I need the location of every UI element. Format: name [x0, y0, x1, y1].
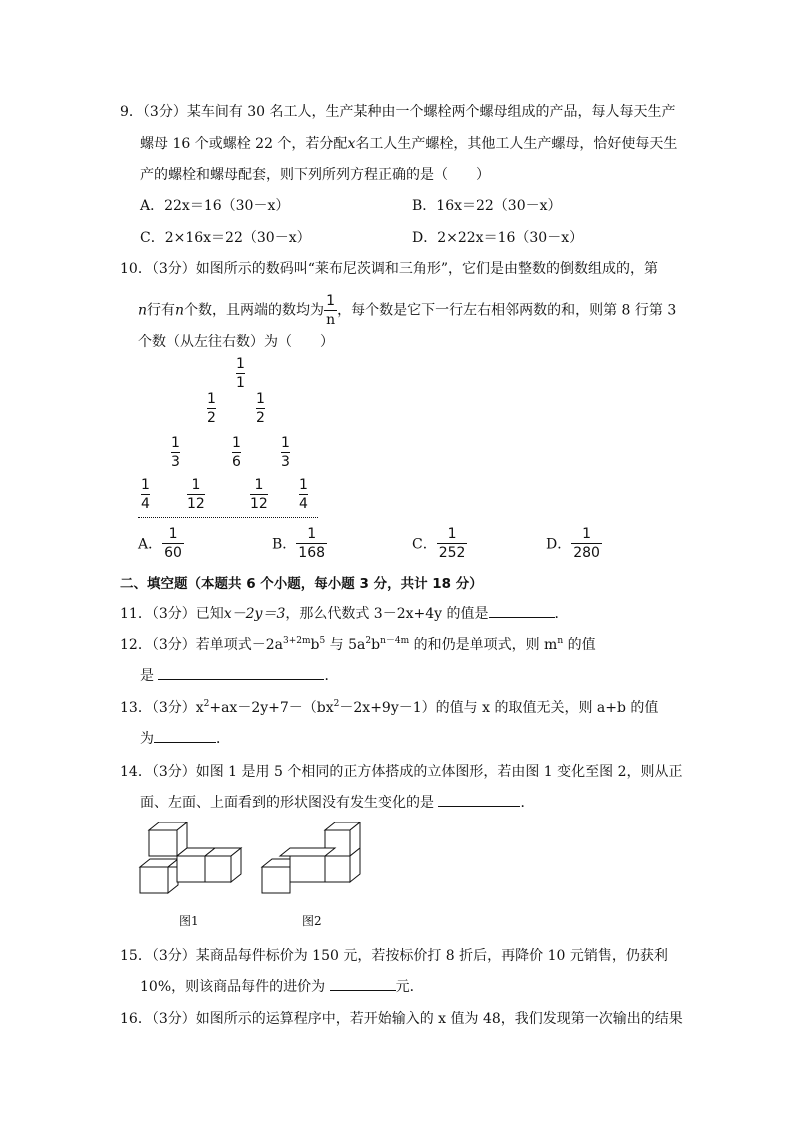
triangle-r4-3: 1 12 [250, 477, 268, 512]
q13-answer-blank [154, 728, 216, 743]
q9-option-c: C．2×16x＝22（30－x） [140, 230, 311, 246]
question-16: 16．（3分）如图所示的运算程序中，若开始输入的 x 值为 48，我们发现第一次输出的结果 [120, 1011, 683, 1027]
figure-1-cubes [140, 822, 241, 893]
q10-line-3: 个数（从左往右数）为（ ） [138, 334, 334, 350]
question-12-line-2: 是 ． [140, 665, 338, 685]
triangle-r3-3: 1 3 [281, 435, 290, 470]
q9-option-a: A．22x＝16（30－x） [140, 198, 290, 214]
q10-option-c: C． $\frac{1}{252}$ [412, 526, 466, 561]
question-15-line-2: 10%，则该商品每件的进价为 元． [140, 976, 424, 996]
triangle-continuation-dots [138, 517, 318, 518]
q10-line-1: 10．（3分）如图所示的数码叫“莱布尼茨调和三角形”，它们是由整数的倒数组成的，第 [120, 261, 659, 277]
triangle-r2-2: 1 2 [256, 391, 265, 426]
figure-1-caption: 图1 [179, 914, 199, 928]
triangle-r2-1: 1 2 [207, 391, 216, 426]
cube-figures [132, 822, 372, 902]
triangle-r3-2: 1 6 [232, 435, 241, 470]
q10-line-2: n行有n个数，且两端的数均为 $\frac{1}{n}$ ，每个数是它下一行左右相邻两数的和，则第 8 行第 3 [138, 293, 677, 328]
q9-line-3: 产的螺栓和螺母配套，则下列所列方程正确的是（ ） [140, 167, 490, 183]
question-13: 13．（3分）$x^2+ax-2y+7-(bx^2-2x+9y-1)$的值与 x 的取值无关，则 a+b 的值 [120, 699, 659, 716]
question-11: 11．（3分）已知x－2y＝3，那么代数式 3－2x+4y 的值是 ． [120, 603, 569, 623]
q10-option-a: A． $\frac{1}{60}$ [138, 526, 182, 561]
q10-option-d: D． $\frac{1}{280}$ [546, 526, 600, 561]
figure-2-cubes [262, 822, 360, 893]
q9-option-b: B．16x＝22（30－x） [412, 198, 562, 214]
question-14-line-2: 面、左面、上面看到的形状图没有发生变化的是 ． [140, 792, 534, 812]
triangle-r4-1: 1 4 [141, 477, 150, 512]
section-fill-in-heading: 二、填空题（本题共 6 个小题，每小题 3 分，共计 18 分） [120, 576, 483, 592]
triangle-r4-2: 1 12 [187, 477, 205, 512]
question-12: 12．（3分）若单项式$-2a^{3+2m}b^5$ 与 $5a^2b^{n-4m}$ 的和仍是单项式，则 $m^n$ 的值 [120, 636, 596, 653]
q12-answer-blank [158, 665, 324, 680]
q10-option-b: B． $\frac{1}{168}$ [272, 526, 326, 561]
q9-line-1: 9．（3分）某车间有 30 名工人，生产某种由一个螺栓两个螺母组成的产品，每人每天生产 [120, 104, 676, 120]
fraction-1-over-n: $\frac{1}{n}$ [326, 293, 336, 328]
q14-answer-blank [438, 792, 520, 807]
q9-option-d: D．2×22x＝16（30－x） [412, 230, 584, 246]
q15-answer-blank [330, 976, 396, 991]
q9-line-2: 螺母 16 个或螺栓 22 个，若分配x名工人生产螺栓，其他工人生产螺母，恰好使每天生 [140, 136, 678, 152]
figure-2-caption: 图2 [302, 914, 322, 928]
triangle-r3-1: 1 3 [171, 435, 180, 470]
question-15: 15．（3分）某商品每件标价为 150 元，若按标价打 8 折后，再降价 10 元销售，仍获利 [120, 948, 668, 964]
triangle-r4-4: 1 4 [299, 477, 308, 512]
q11-answer-blank [489, 603, 555, 618]
question-13-line-2: 为 ． [140, 728, 230, 748]
question-14: 14．（3分）如图 1 是用 5 个相同的正方体搭成的立体图形，若由图 1 变化至图 2，则从正 [120, 764, 683, 780]
triangle-r1-1: 1 1 [236, 356, 245, 391]
